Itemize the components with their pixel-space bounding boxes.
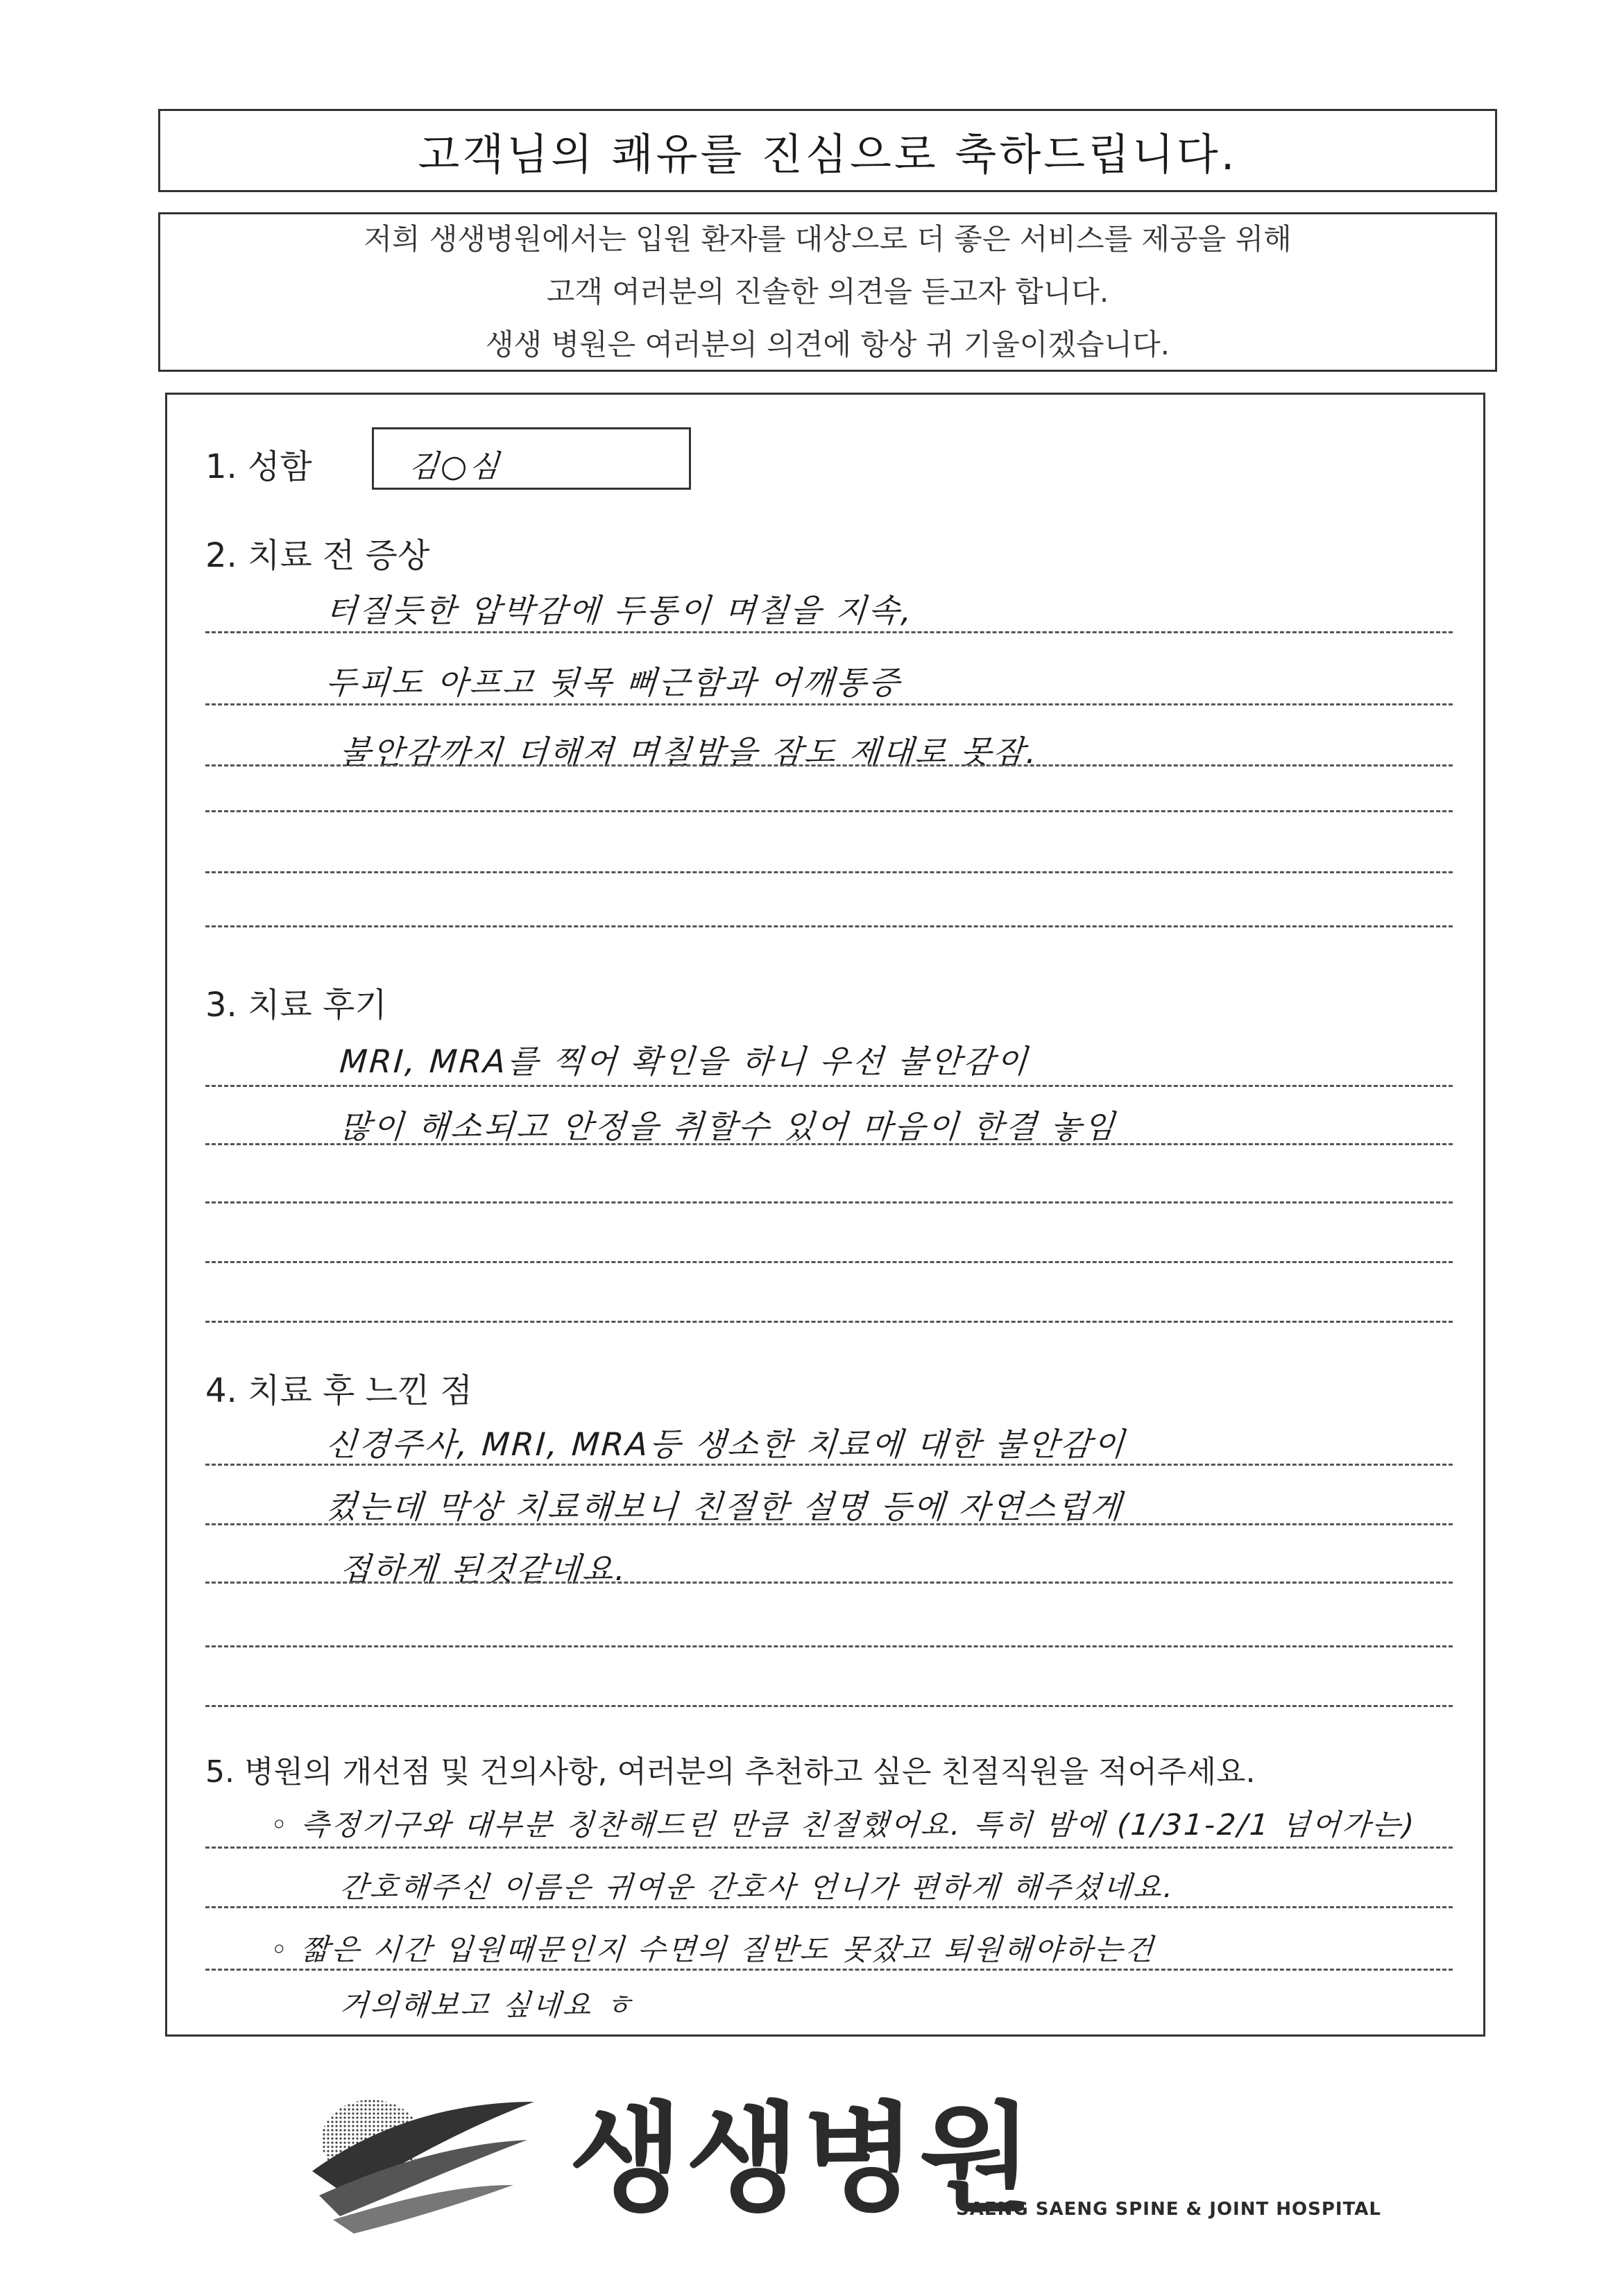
- answer-line: [205, 1906, 1453, 1908]
- page-title: 고객님의 쾌유를 진심으로 축하드립니다.: [418, 128, 1238, 180]
- intro-box: [158, 212, 1497, 372]
- answer-line: [205, 1085, 1453, 1087]
- hospital-name: 생생병원: [569, 2091, 1036, 2228]
- answer-line: [205, 1464, 1453, 1466]
- answer-line: [205, 703, 1453, 705]
- question-1-label: 1. 성함: [205, 447, 312, 486]
- title-box: [158, 109, 1497, 192]
- suggestion-line-2: 간호해주신 이름은 귀여운 간호사 언니가 편하게 해주셨네요.: [339, 1870, 1177, 1904]
- answer-line: [205, 1321, 1453, 1323]
- suggestion-line-4: 거의해보고 싶네요 ㅎ: [339, 1988, 636, 2022]
- review-line-1: MRI, MRA를 찍어 확인을 하니 우선 불안감이: [338, 1043, 1031, 1080]
- intro-line-3: 생생 병원은 여러분의 의견에 항상 귀 기울이겠습니다.: [485, 327, 1170, 361]
- answer-line: [205, 1847, 1453, 1849]
- impression-line-1: 신경주사, MRI, MRA등 생소한 치료에 대한 불안감이: [324, 1425, 1128, 1463]
- answer-line: [205, 631, 1453, 633]
- answer-line: [205, 1201, 1453, 1203]
- intro-line-2: 고객 여러분의 진솔한 의견을 듣고자 합니다.: [546, 275, 1109, 309]
- suggestion-line-1: ◦ 측정기구와 대부분 칭찬해드린 만큼 친절했어요. 특히 밤에 (1/31-2/1 넘어가는): [269, 1808, 1417, 1842]
- symptom-line-3: 불안감까지 더해져 며칠밤을 잠도 제대로 못잠.: [338, 733, 1040, 771]
- answer-line: [205, 1523, 1453, 1525]
- hospital-subtitle: SAENG SAENG SPINE & JOINT HOSPITAL: [956, 2199, 1381, 2220]
- name-value: 김○심: [407, 449, 502, 484]
- review-line-2: 많이 해소되고 안정을 취할수 있어 마음이 한결 놓임: [338, 1108, 1118, 1145]
- answer-line: [205, 1143, 1453, 1145]
- answer-line: [205, 871, 1453, 873]
- impression-line-3: 접하게 된것같네요.: [338, 1550, 629, 1588]
- symptom-line-2: 두피도 아프고 뒷목 뻐근함과 어깨통증: [324, 664, 903, 701]
- question-3-label: 3. 치료 후기: [205, 986, 387, 1025]
- question-2-label: 2. 치료 전 증상: [205, 536, 430, 575]
- answer-line: [205, 1645, 1453, 1647]
- suggestion-line-3: ◦ 짧은 시간 입원때문인지 수면의 질반도 못잤고 퇴원해야하는건: [269, 1933, 1156, 1967]
- answer-line: [205, 1969, 1453, 1971]
- symptom-line-1: 터질듯한 압박감에 두통이 며칠을 지속,: [324, 592, 915, 629]
- intro-line-1: 저희 생생병원에서는 입원 환자를 대상으로 더 좋은 서비스를 제공을 위해: [364, 222, 1292, 256]
- impression-line-2: 컸는데 막상 치료해보니 친절한 설명 등에 자연스럽게: [324, 1488, 1125, 1525]
- answer-line: [205, 764, 1453, 766]
- answer-line: [205, 1261, 1453, 1263]
- answer-line: [205, 1705, 1453, 1707]
- question-4-label: 4. 치료 후 느낀 점: [205, 1371, 473, 1410]
- answer-line: [205, 925, 1453, 927]
- answer-line: [205, 810, 1453, 812]
- question-5-label: 5. 병원의 개선점 및 건의사항, 여러분의 추천하고 싶은 친절직원을 적어주세요.: [205, 1754, 1256, 1790]
- answer-line: [205, 1582, 1453, 1584]
